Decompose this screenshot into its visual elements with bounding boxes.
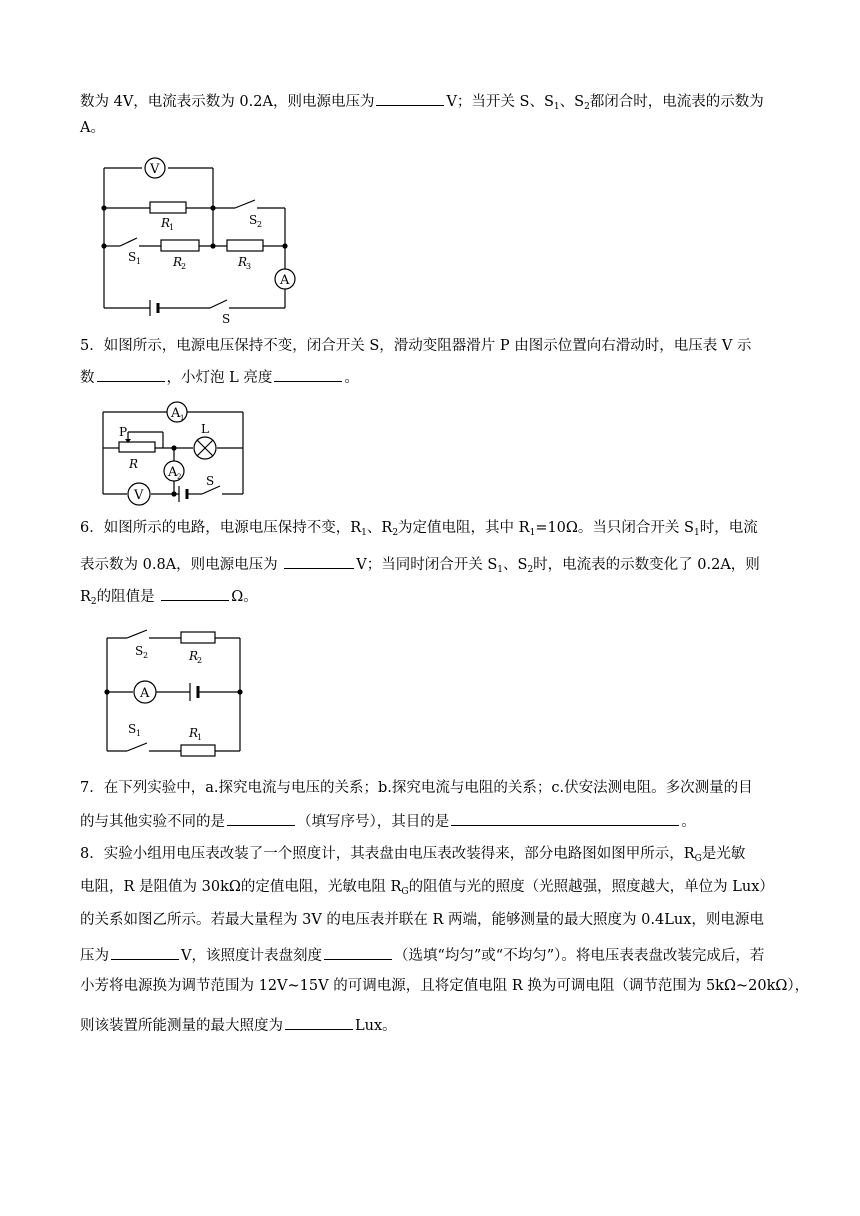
- svg-text:1: 1: [197, 733, 203, 742]
- q5-answer-blank-voltmeter[interactable]: [97, 365, 165, 382]
- r1-label: R: [189, 726, 199, 740]
- ammeter-a1-label: A: [171, 406, 181, 421]
- lamp-l-label: L: [201, 422, 209, 436]
- q8-line-4: 压为 V，该照度计表盘刻度 （选填“均匀”或“不均匀”）。将电压表表盘改装完成后，若: [80, 943, 815, 966]
- svg-text:1: 1: [136, 257, 142, 266]
- svg-text:2: 2: [143, 651, 149, 660]
- svg-text:2: 2: [177, 473, 182, 481]
- r3-label: R: [238, 255, 248, 269]
- voltmeter-label: V: [150, 162, 160, 177]
- rheostat-r-label: R: [129, 457, 139, 471]
- q8-line-6: 则该装置所能测量的最大照度为 Lux。: [80, 1013, 815, 1036]
- svg-text:2: 2: [181, 262, 187, 271]
- switch-s1-label: S: [128, 250, 137, 264]
- q7-line-1: 7．在下列实验中，a.探究电流与电压的关系；b.探究电流与电阻的关系；c.伏安法测电阻。多次测量的目: [80, 780, 753, 796]
- voltmeter-label: V: [134, 488, 144, 503]
- q8-answer-blank-voltage[interactable]: [111, 943, 179, 960]
- ammeter-a2-label: A: [168, 465, 178, 480]
- q6-answer-blank-voltage[interactable]: [284, 552, 354, 569]
- q6-circuit-diagram: [95, 620, 255, 760]
- q7-answer-blank-purpose[interactable]: [451, 809, 679, 826]
- switch-s-label: S: [222, 312, 231, 326]
- r2-label: R: [189, 649, 199, 663]
- switch-s2-label: S: [135, 644, 144, 658]
- svg-text:1: 1: [136, 729, 142, 738]
- q4-circuit-diagram: [95, 148, 305, 328]
- slider-p-label: P: [119, 425, 128, 439]
- r2-label: R: [173, 255, 183, 269]
- switch-s2-label: S: [249, 213, 258, 227]
- q6-line-1: 6．如图所示的电路，电源电压保持不变，$R_1$、$R_2$为定值电阻，其中 $R_1=10\Omega$。当只闭合开关 $S_1$时，电流: [80, 520, 758, 538]
- switch-s-label: S: [206, 474, 215, 488]
- q6-answer-blank-resistance[interactable]: [161, 584, 229, 601]
- q8-answer-blank-max-illuminance[interactable]: [285, 1013, 353, 1030]
- svg-text:2: 2: [197, 656, 203, 665]
- q4-answer-blank-voltage[interactable]: [376, 89, 444, 106]
- q8-answer-blank-uniformity[interactable]: [324, 943, 392, 960]
- q8-line-1: 8．实验小组用电压表改装了一个照度计，其表盘由电压表改装得来，部分电路图如图甲所示，$R_G$是光敏: [80, 846, 746, 864]
- q6-line-3: $R_2$的阻值是 Ω。: [80, 584, 815, 607]
- q5-circuit-diagram: [95, 396, 255, 508]
- ammeter-label: A: [140, 686, 150, 701]
- q6-line-2: 表示数为 0.8A，则电源电压为 V；当同时闭合开关 $S_1$、$S_2$时，电流表的示数变化了 0.2A，则: [80, 552, 815, 575]
- q7-line-2: 的与其他实验不同的是 （填写序号），其目的是 。: [80, 809, 815, 832]
- svg-text:1: 1: [180, 414, 185, 422]
- q5-answer-blank-brightness[interactable]: [274, 365, 342, 382]
- q4-line-2: A。: [80, 120, 105, 136]
- q7-answer-blank-option[interactable]: [227, 809, 295, 826]
- q8-line-5: 小芳将电源换为调节范围为 12V~15V 的可调电源，且将定值电阻 R 换为可调电阻（调节范围为 5kΩ~20kΩ），: [80, 978, 810, 994]
- svg-text:3: 3: [246, 262, 252, 271]
- q4-line-1: 数为 4V，电流表示数为 0.2A，则电源电压为 V；当开关 S、$S_1$、$S_2$都闭合时，电流表的示数为: [80, 89, 815, 112]
- ammeter-label: A: [280, 273, 290, 288]
- svg-text:1: 1: [169, 223, 175, 232]
- q8-line-2: 电阻，R 是阻值为 30kΩ的定值电阻，光敏电阻 $R_G$的阻值与光的照度（光照越强，照度越大，单位为 Lux）: [80, 879, 774, 897]
- q5-line-1: 5．如图所示，电源电压保持不变，闭合开关 S，滑动变阻器滑片 P 由图示位置向右滑动时，电压表 V 示: [80, 338, 752, 354]
- switch-s1-label: S: [128, 722, 137, 736]
- svg-text:2: 2: [257, 220, 263, 229]
- q5-line-2: 数 ，小灯泡 L 亮度 。: [80, 365, 815, 388]
- q8-line-3: 的关系如图乙所示。若最大量程为 3V 的电压表并联在 R 两端，能够测量的最大照度为 0.4Lux，则电源电: [80, 912, 764, 928]
- r1-label: R: [161, 216, 171, 230]
